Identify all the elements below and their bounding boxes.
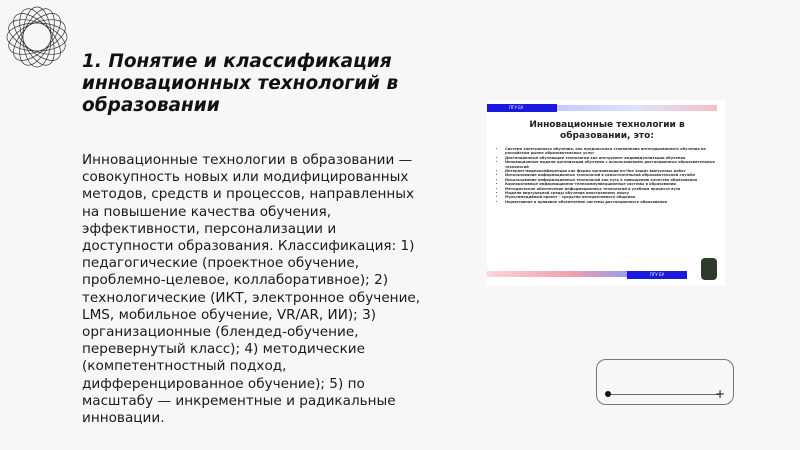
list-item: • Нормативное и правовое обеспечение системы дистанционного образования [505,200,715,204]
plus-icon[interactable]: + [715,387,726,401]
device-icon [701,258,717,280]
list-item: • Инновационные модели организации обучения с использованием дистанционных образовательных технологий [505,160,715,169]
image-title: Инновационные технологии в образовании, это: [529,120,685,141]
embedded-slide-image [487,100,725,286]
image-footer-bar: ПГУ БУ [627,271,687,279]
list-item: • Использование информационных технологий в самостоятельной образовательной службе [505,173,715,177]
list-item: • Интернет-видеоконференция как форма организации on-line защит выпускных работ [505,169,715,173]
image-footer-stripe [487,271,627,277]
slider-widget[interactable] [596,359,734,405]
list-item: • Методическое обеспечение информационных технологий в учебном процессе вуза [505,187,715,191]
image-list [497,147,715,204]
slider-track[interactable] [609,394,719,395]
slider-handle[interactable] [605,391,611,397]
image-header-bar: ПГУ БУ [487,104,557,112]
list-item: • Мультимедийный проект - средство интерактивного общения [505,195,715,199]
spirograph-logo-icon [4,4,70,70]
list-item: • Дистанционные обучающие технологии как инструмент индивидуализации обучения [505,156,715,160]
slide-body-text: Инновационные технологии в образовании — совокупность новых или модифицированных методов, средств и процессов, направленных на повышение качества обучения, эффективности, персонализации и доступности образования. Классификация: 1) педагогические (проектное обучение, проблемно-целевое, коллаборативное); 2) технологические (ИКТ, электронное обучение, LMS, мобильное обучение, VR/AR, ИИ); 3) организационные (блендед-обучение, перевернутый класс); 4) методические (компетентностный подход, дифференцированное обучение); 5) по масштабу — инкрементные и радикальные инновации. [82,152,421,427]
list-item: • Корпоративные информационно-телекоммуникационные системы в образовании [505,182,715,186]
image-header-stripe [557,105,717,111]
list-item: • Использование информационных технологий как путь к повышению качества образования [505,178,715,182]
list-item: • Модели виртуальной среды обучения иностранному языку [505,191,715,195]
slide-title: 1. Понятие и классификация инновационных технологий в образовании [82,51,399,116]
list-item: • Система электронного обучения, как предпосылка становления интегрированного обучения на российском рынке образовательных услуг [505,147,715,156]
